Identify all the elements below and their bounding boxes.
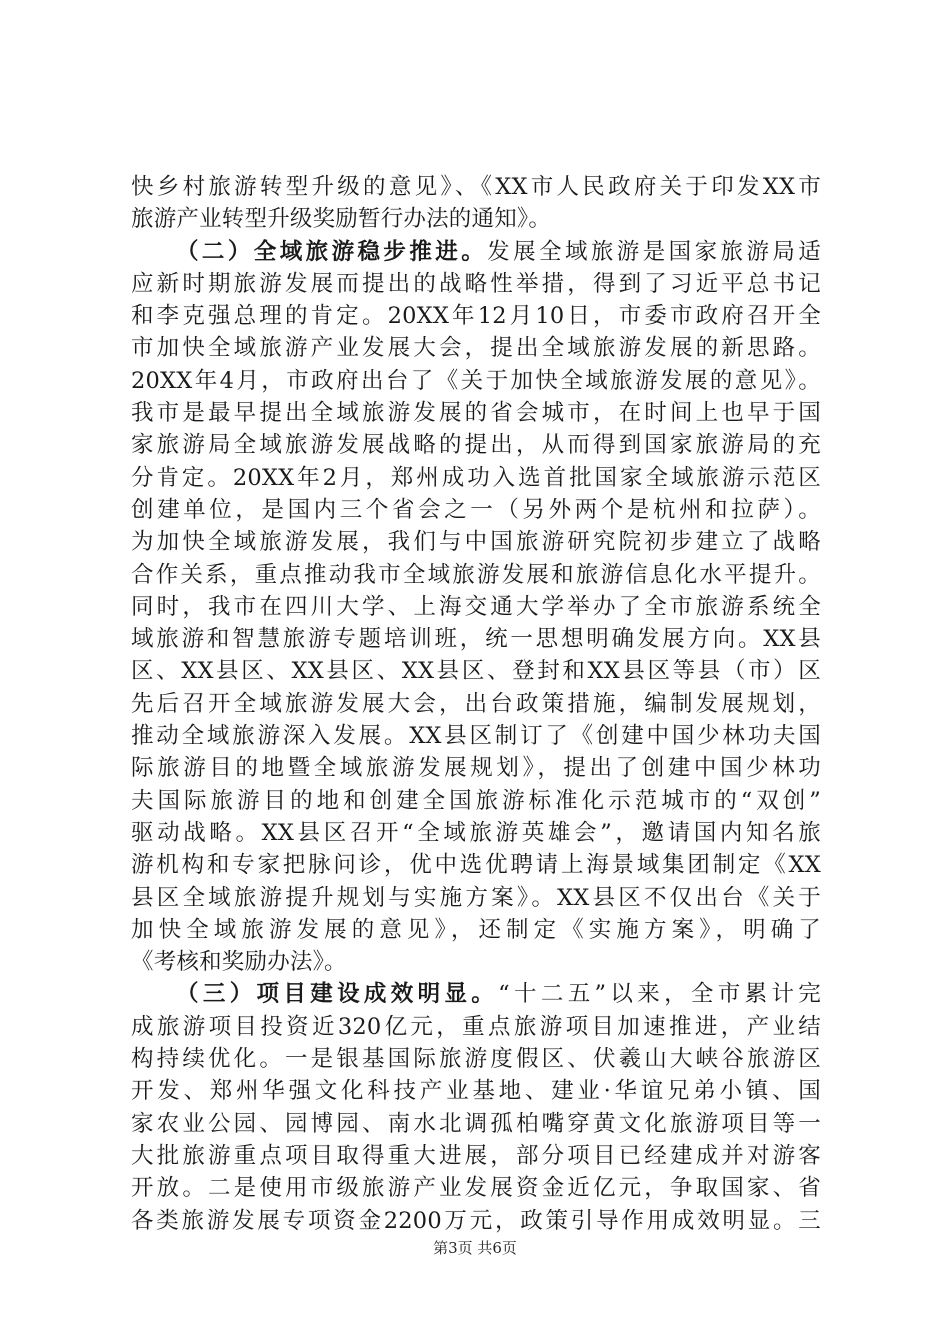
line-text: 开发、郑州华强文化科技产业基地、建业·华谊兄弟小镇、国	[131, 1078, 821, 1105]
body-text-line	[131, 429, 821, 461]
body-text-line	[131, 300, 821, 332]
body-text-line	[131, 365, 821, 397]
body-text-line	[131, 623, 821, 655]
line-text: 应新时期旅游发展而提出的战略性举措，得到了习近平总书记	[131, 270, 821, 297]
body-text-line	[131, 655, 821, 687]
body-text-line	[131, 268, 821, 300]
section-heading-line	[131, 978, 821, 1010]
line-text: 域旅游和智慧旅游专题培训班，统一思想明确发展方向。XX县	[131, 626, 821, 653]
line-text: 《考核和奖励办法》。	[131, 949, 347, 976]
body-text-line	[131, 1043, 821, 1075]
body-text-line	[131, 849, 821, 881]
line-text: 家农业公园、园博园、南水北调孤柏嘴穿黄文化旅游项目等一	[131, 1110, 821, 1137]
line-text: 合作关系，重点推动我市全域旅游发展和旅游信息化水平提升。	[131, 561, 821, 588]
body-text-line	[131, 397, 821, 429]
body-text-line	[131, 526, 821, 558]
line-text: 我市是最早提出全域旅游发展的省会城市，在时间上也早于国	[131, 400, 821, 427]
body-text-line	[131, 203, 821, 235]
page-footer: 第3页 共6页	[433, 1239, 517, 1257]
section-heading: （三）项目建设成效明显。	[176, 981, 499, 1008]
line-text: 推动全域旅游深入发展。XX县区制订了《创建中国少林功夫国	[131, 723, 821, 750]
body-text-line	[131, 1172, 821, 1204]
line-text: 和李克强总理的肯定。20XX年12月10日，市委市政府召开全	[131, 303, 821, 330]
document-body	[131, 171, 821, 1237]
body-text-line	[131, 462, 821, 494]
body-text-line	[131, 688, 821, 720]
line-text: “十二五”以来，全市累计完	[498, 981, 822, 1008]
line-text: 快乡村旅游转型升级的意见》、《XX市人民政府关于印发XX市	[131, 174, 821, 200]
line-text: 区、XX县区、XX县区、XX县区、登封和XX县区等县（市）区	[131, 658, 821, 685]
line-text: 游机构和专家把脉问诊，优中选优聘请上海景域集团制定《XX	[131, 852, 821, 879]
body-text-line	[131, 817, 821, 849]
line-text: 为加快全域旅游发展，我们与中国旅游研究院初步建立了战略	[131, 529, 821, 556]
line-text: 20XX年4月，市政府出台了《关于加快全域旅游发展的意见》。	[131, 367, 821, 394]
body-text-line	[131, 1075, 821, 1107]
body-text-line	[131, 171, 821, 203]
line-text: 市加快全域旅游产业发展大会，提出全域旅游发展的新思路。	[131, 335, 821, 362]
line-text: 发展全域旅游是国家旅游局适	[487, 238, 821, 265]
line-text: 成旅游项目投资近320亿元，重点旅游项目加速推进，产业结	[131, 1013, 821, 1040]
line-text: 先后召开全域旅游发展大会，出台政策措施，编制发展规划，	[131, 690, 821, 717]
line-text: 分肯定。20XX年2月，郑州成功入选首批国家全域旅游示范区	[131, 464, 821, 491]
body-text-line	[131, 332, 821, 364]
line-text: 旅游产业转型升级奖励暂行办法的通知》。	[131, 206, 552, 233]
body-text-line	[131, 752, 821, 784]
line-text: 同时，我市在四川大学、上海交通大学举办了全市旅游系统全	[131, 593, 821, 620]
line-text: 夫国际旅游目的地和创建全国旅游标准化示范城市的“双创”	[131, 787, 821, 814]
line-text: 开放。二是使用市级旅游产业发展资金近亿元，争取国家、省	[131, 1175, 821, 1202]
body-text-line	[131, 1108, 821, 1140]
line-text: 驱动战略。XX县区召开“全域旅游英雄会”，邀请国内知名旅	[131, 819, 821, 846]
line-text: 加快全域旅游发展的意见》，还制定《实施方案》，明确了	[131, 916, 821, 943]
body-text-line	[131, 785, 821, 817]
body-text-line	[131, 946, 821, 978]
body-text-line	[131, 559, 821, 591]
body-text-line	[131, 494, 821, 526]
section-heading-line	[131, 236, 821, 268]
line-text: 构持续优化。一是银基国际旅游度假区、伏羲山大峡谷旅游区	[131, 1046, 821, 1073]
body-text-line	[131, 1011, 821, 1043]
line-text: 际旅游目的地暨全域旅游发展规划》，提出了创建中国少林功	[131, 755, 821, 782]
line-text: 家旅游局全域旅游发展战略的提出，从而得到国家旅游局的充	[131, 432, 821, 459]
line-text: 创建单位，是国内三个省会之一（另外两个是杭州和拉萨）。	[131, 496, 821, 523]
body-text-line	[131, 1205, 821, 1237]
line-text: 各类旅游发展专项资金2200万元，政策引导作用成效明显。三	[131, 1207, 821, 1234]
body-text-line	[131, 1140, 821, 1172]
line-text: 大批旅游重点项目取得重大进展，部分项目已经建成并对游客	[131, 1142, 821, 1169]
section-heading: （二）全域旅游稳步推进。	[176, 238, 488, 265]
line-text: 县区全域旅游提升规划与实施方案》。XX县区不仅出台《关于	[131, 884, 821, 911]
body-text-line	[131, 882, 821, 914]
body-text-line	[131, 591, 821, 623]
body-text-line	[131, 914, 821, 946]
body-text-line	[131, 720, 821, 752]
